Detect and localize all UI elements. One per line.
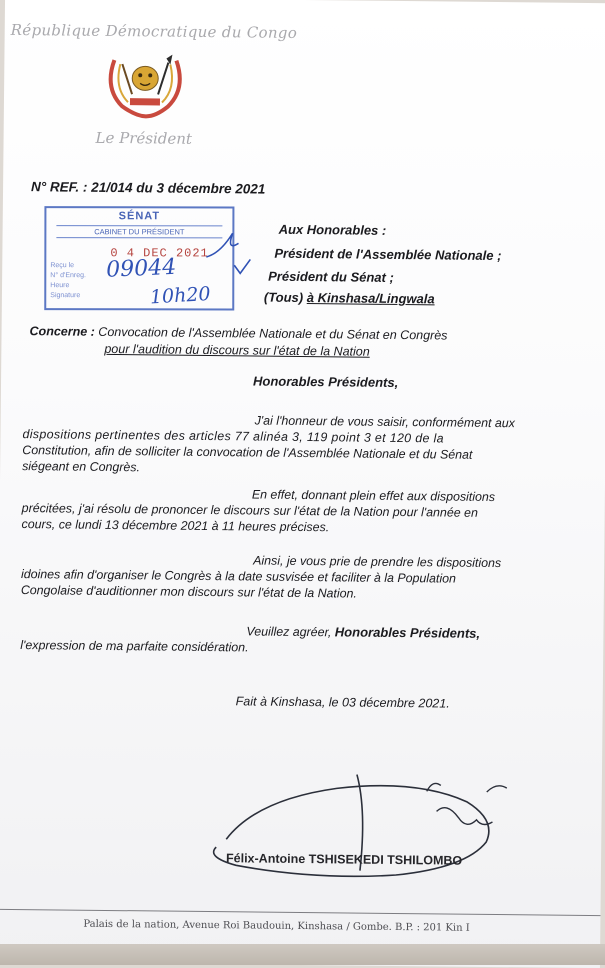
letterhead-office: Le Président [95,128,193,148]
paragraph-line: Ainsi, je vous prie de prendre les dispositions [253,553,502,571]
stamp-row-label: Signature [50,292,81,300]
paragraph-line: l'expression de ma parfaite considération. [20,638,249,655]
addressee-line: Président du Sénat ; [268,268,394,285]
subject-line-2: pour l'audition du discours sur l'état de la Nation [104,341,370,359]
stamp-date: 0 4 DEC 2021 [110,246,209,261]
paragraph-line: précitées, j'ai résolu de prononcer le discours sur l'état de la Nation pour l'année en [21,501,478,520]
salutation: Honorables Présidents, [252,373,399,390]
subject-line [29,324,447,342]
paragraph-line [246,623,480,641]
paragraph-line: siégeant en Congrès. [22,459,141,475]
footer-address: Palais de la nation, Avenue Roi Baudouin, Kinshasa / Gombe. B.P. : 201 Kin I [83,918,470,934]
footer-divider [0,909,600,916]
paragraph-line: J'ai l'honneur de vous saisir, conformément aux [254,413,515,431]
handwritten-registration-number: 09044 [105,254,177,283]
subject-label: Concerne : [29,324,95,339]
closing-text: Veuillez agréer, [246,624,335,640]
reference-number: N° REF. : 21/014 du 3 décembre 2021 [31,179,266,197]
handwritten-reception-time: 10h20 [149,282,212,309]
paragraph-line: Congolaise d'auditionner mon discours sur l'état de la Nation. [20,583,357,601]
stamp-row-label: N° d'Enreg. [50,272,86,280]
addressee-place: à Kinshasa/Lingwala [306,290,435,307]
stamp-row-label: Reçu le [50,262,75,270]
stamp-title: SÉNAT [118,210,161,223]
paragraph-line: Constitution, afin de solliciter la convocation de l'Assemblée Nationale et du Sénat [22,443,473,462]
paragraph-line: En effet, donnant plein effet aux dispositions [251,487,496,505]
page-edge-shadow [0,944,605,965]
place-and-date: Fait à Kinshasa, le 03 décembre 2021. [235,694,450,711]
closing-emphasis: Honorables Présidents, [334,624,481,641]
addressee-prefix: (Tous) [263,289,307,306]
stamp-row-label: Heure [50,282,70,290]
paragraph-line: idoines afin d'organiser le Congrès à la date susvisée et faciliter à la Population [20,567,456,586]
coat-of-arms-emblem [100,54,191,123]
paragraph-line: dispositions pertinentes des articles 77 alinéa 3, 119 point 3 et 120 de la [22,427,444,446]
stamp-subtitle: CABINET DU PRÉSIDENT [56,225,222,238]
handwritten-check-marks [198,221,269,282]
addressee-line [264,286,435,312]
addressee-line: Président de l'Assemblée Nationale ; [274,245,502,264]
subject-text: Convocation de l'Assemblée Nationale et du Sénat en Congrès [94,324,448,343]
signer-name: Félix-Antoine TSHISEKEDI TSHILOMBO [225,851,463,868]
paragraph-line: cours, ce lundi 13 décembre 2021 à 11 heures précises. [21,517,330,535]
addressee-line: Aux Honorables : [278,221,387,238]
letterhead-country: République Démocratique du Congo [10,20,298,42]
